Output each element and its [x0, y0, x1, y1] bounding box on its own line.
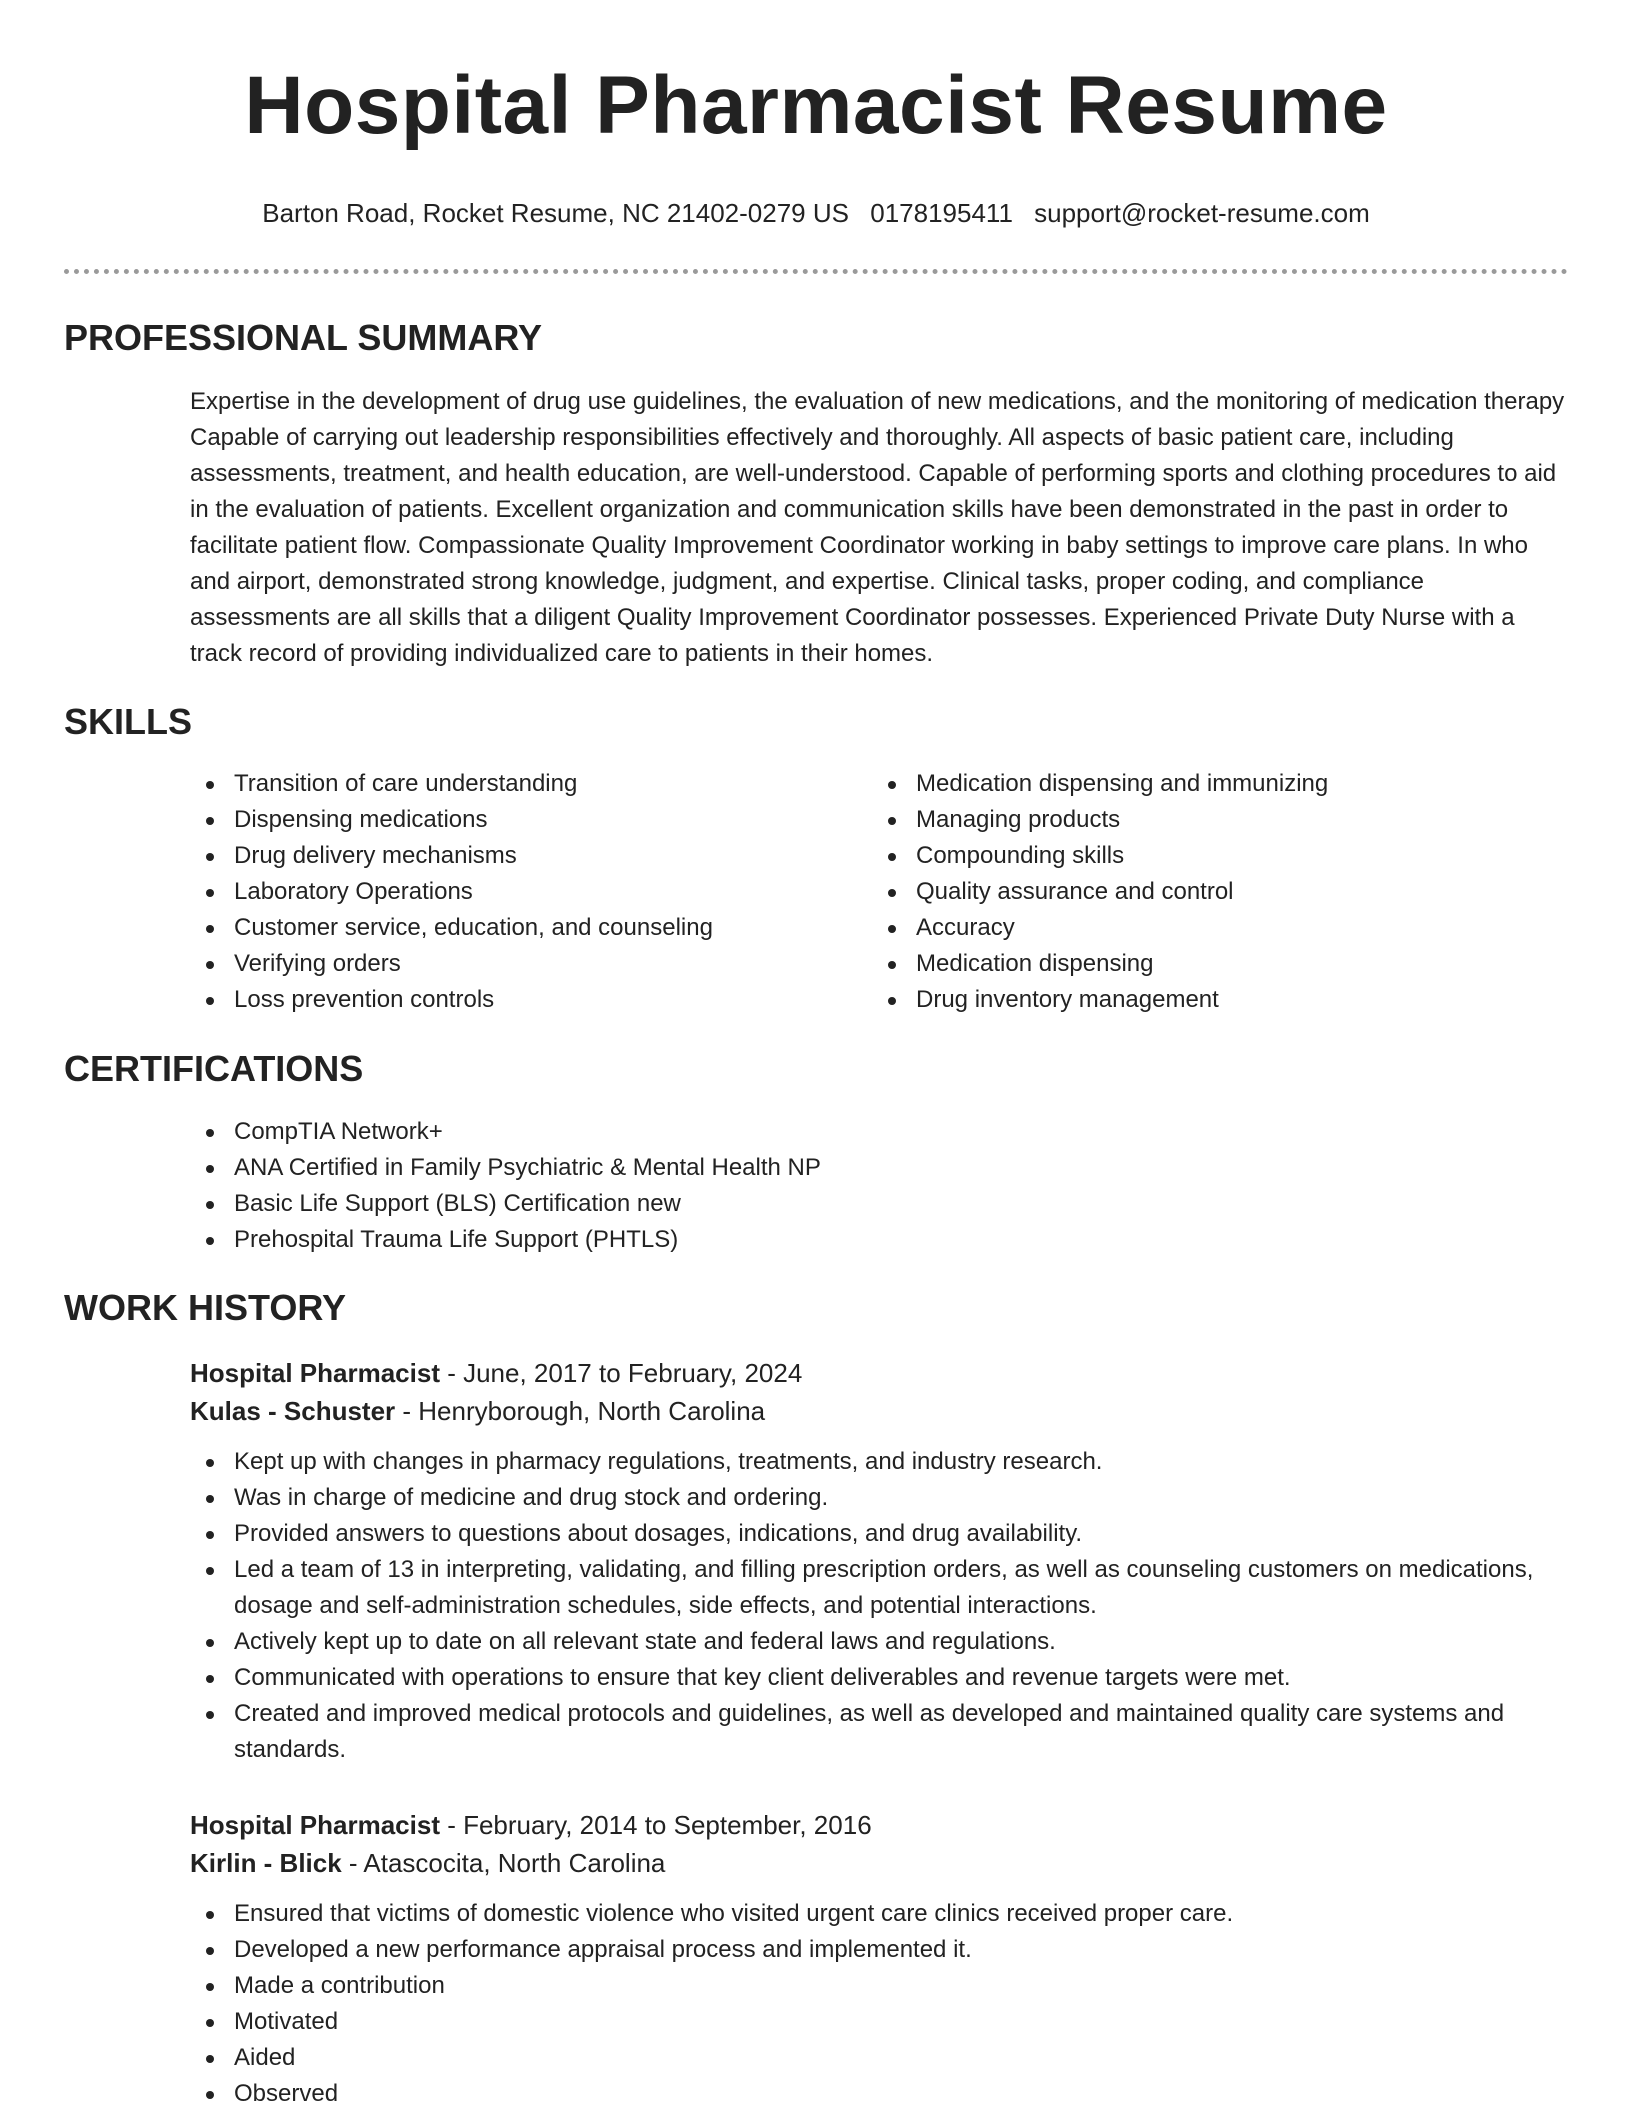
job-location: - Henryborough, North Carolina	[395, 1396, 766, 1426]
job-company-line	[190, 1844, 1568, 1882]
certifications-list	[190, 1114, 1568, 1258]
job-duty-item: Led a team of 13 in interpreting, validating, and filling prescription orders, as well as counseling customers on medications, dosage and self-administration schedules, side effects, and potential interactions.	[190, 1552, 1568, 1624]
job-duty-item: Provided answers to questions about dosages, indications, and drug availability.	[190, 1516, 1568, 1552]
contact-line	[64, 196, 1568, 230]
skill-item: Compounding skills	[872, 838, 1554, 874]
section-title-summary: PROFESSIONAL SUMMARY	[64, 317, 543, 358]
job-duty-item: Actively kept up to date on all relevant state and federal laws and regulations.	[190, 1624, 1568, 1660]
job-duty-item: Made a contribution	[190, 1968, 1568, 2004]
skill-item: Managing products	[872, 802, 1554, 838]
job-dates: - February, 2014 to September, 2016	[439, 1810, 872, 1840]
contact-phone: 0178195411	[870, 198, 1013, 228]
contact-email: support@rocket-resume.com	[1034, 198, 1370, 228]
skill-item: Loss prevention controls	[190, 982, 872, 1018]
job-duty-item: Aided	[190, 2040, 1568, 2076]
skill-item: Transition of care understanding	[190, 766, 872, 802]
resume-title: Hospital Pharmacist Resume	[244, 60, 1388, 151]
certifications-block	[190, 1114, 1568, 1258]
job-location: - Atascocita, North Carolina	[341, 1848, 666, 1878]
job-title-line	[190, 1806, 1568, 1844]
skills-list-left	[190, 766, 872, 1018]
job-company: Kulas - Schuster	[190, 1396, 396, 1426]
job-duty-item: Was in charge of medicine and drug stock and ordering.	[190, 1480, 1568, 1516]
job-company: Kirlin - Blick	[190, 1848, 342, 1878]
skill-item: Quality assurance and control	[872, 874, 1554, 910]
section-title-certifications: CERTIFICATIONS	[64, 1048, 364, 1089]
job-dates: - June, 2017 to February, 2024	[439, 1358, 803, 1388]
job-role: Hospital Pharmacist	[190, 1810, 440, 1840]
skill-item: Drug inventory management	[872, 982, 1554, 1018]
certification-item: Prehospital Trauma Life Support (PHTLS)	[190, 1222, 1568, 1258]
skills-column-left	[190, 766, 872, 1018]
job-duty-item: Ensured that victims of domestic violence who visited urgent care clinics received proper care.	[190, 1896, 1568, 1932]
skills-list-right	[872, 766, 1554, 1018]
job-duty-item: Developed a new performance appraisal process and implemented it.	[190, 1932, 1568, 1968]
contact-address: Barton Road, Rocket Resume, NC 21402-0279 US	[262, 198, 849, 228]
certification-item: ANA Certified in Family Psychiatric & Mental Health NP	[190, 1150, 1568, 1186]
skill-item: Dispensing medications	[190, 802, 872, 838]
resume-header	[64, 0, 1568, 274]
section-title-work-history: WORK HISTORY	[64, 1287, 347, 1328]
job-entry	[190, 1354, 1568, 1768]
skill-item: Verifying orders	[190, 946, 872, 982]
job-entry	[190, 1806, 1568, 2112]
work-history-list	[190, 1354, 1568, 2112]
skill-item: Drug delivery mechanisms	[190, 838, 872, 874]
job-duty-item: Kept up with changes in pharmacy regulations, treatments, and industry research.	[190, 1444, 1568, 1480]
skills-grid	[190, 766, 1568, 1018]
skill-item: Medication dispensing	[872, 946, 1554, 982]
certification-item: CompTIA Network+	[190, 1114, 1568, 1150]
skill-item: Accuracy	[872, 910, 1554, 946]
skill-item: Laboratory Operations	[190, 874, 872, 910]
summary-text: Expertise in the development of drug use guidelines, the evaluation of new medications, and the monitoring of medication therapy Capable of carrying out leadership responsibilities effectively and thoroughly. All aspects of basic patient care, including assessments, treatment, and health education, are well-understood. Capable of performing sports and clothing procedures to aid in the evaluation of patients. Excellent organization and communication skills have been demonstrated in the past in order to facilitate patient flow. Compassionate Quality Improvement Coordinator working in baby settings to improve care plans. In who and airport, demonstrated strong knowledge, judgment, and expertise. Clinical tasks, proper coding, and compliance assessments are all skills that a diligent Quality Improvement Coordinator possesses. Experienced Private Duty Nurse with a track record of providing individualized care to patients in their homes.	[190, 388, 1565, 667]
header-divider	[64, 269, 1568, 274]
skill-item: Customer service, education, and counseling	[190, 910, 872, 946]
job-duty-item: Observed	[190, 2076, 1568, 2112]
job-duty-item: Motivated	[190, 2004, 1568, 2040]
job-title-line	[190, 1354, 1568, 1392]
job-role: Hospital Pharmacist	[190, 1358, 440, 1388]
section-title-skills: SKILLS	[64, 701, 193, 742]
job-duties-list	[190, 1896, 1568, 2112]
job-company-line	[190, 1392, 1568, 1430]
job-duty-item: Created and improved medical protocols and guidelines, as well as developed and maintained quality care systems and standards.	[190, 1696, 1568, 1768]
job-duty-item: Communicated with operations to ensure that key client deliverables and revenue targets were met.	[190, 1660, 1568, 1696]
skills-column-right	[872, 766, 1554, 1018]
certification-item: Basic Life Support (BLS) Certification new	[190, 1186, 1568, 1222]
skill-item: Medication dispensing and immunizing	[872, 766, 1554, 802]
job-duties-list	[190, 1444, 1568, 1768]
